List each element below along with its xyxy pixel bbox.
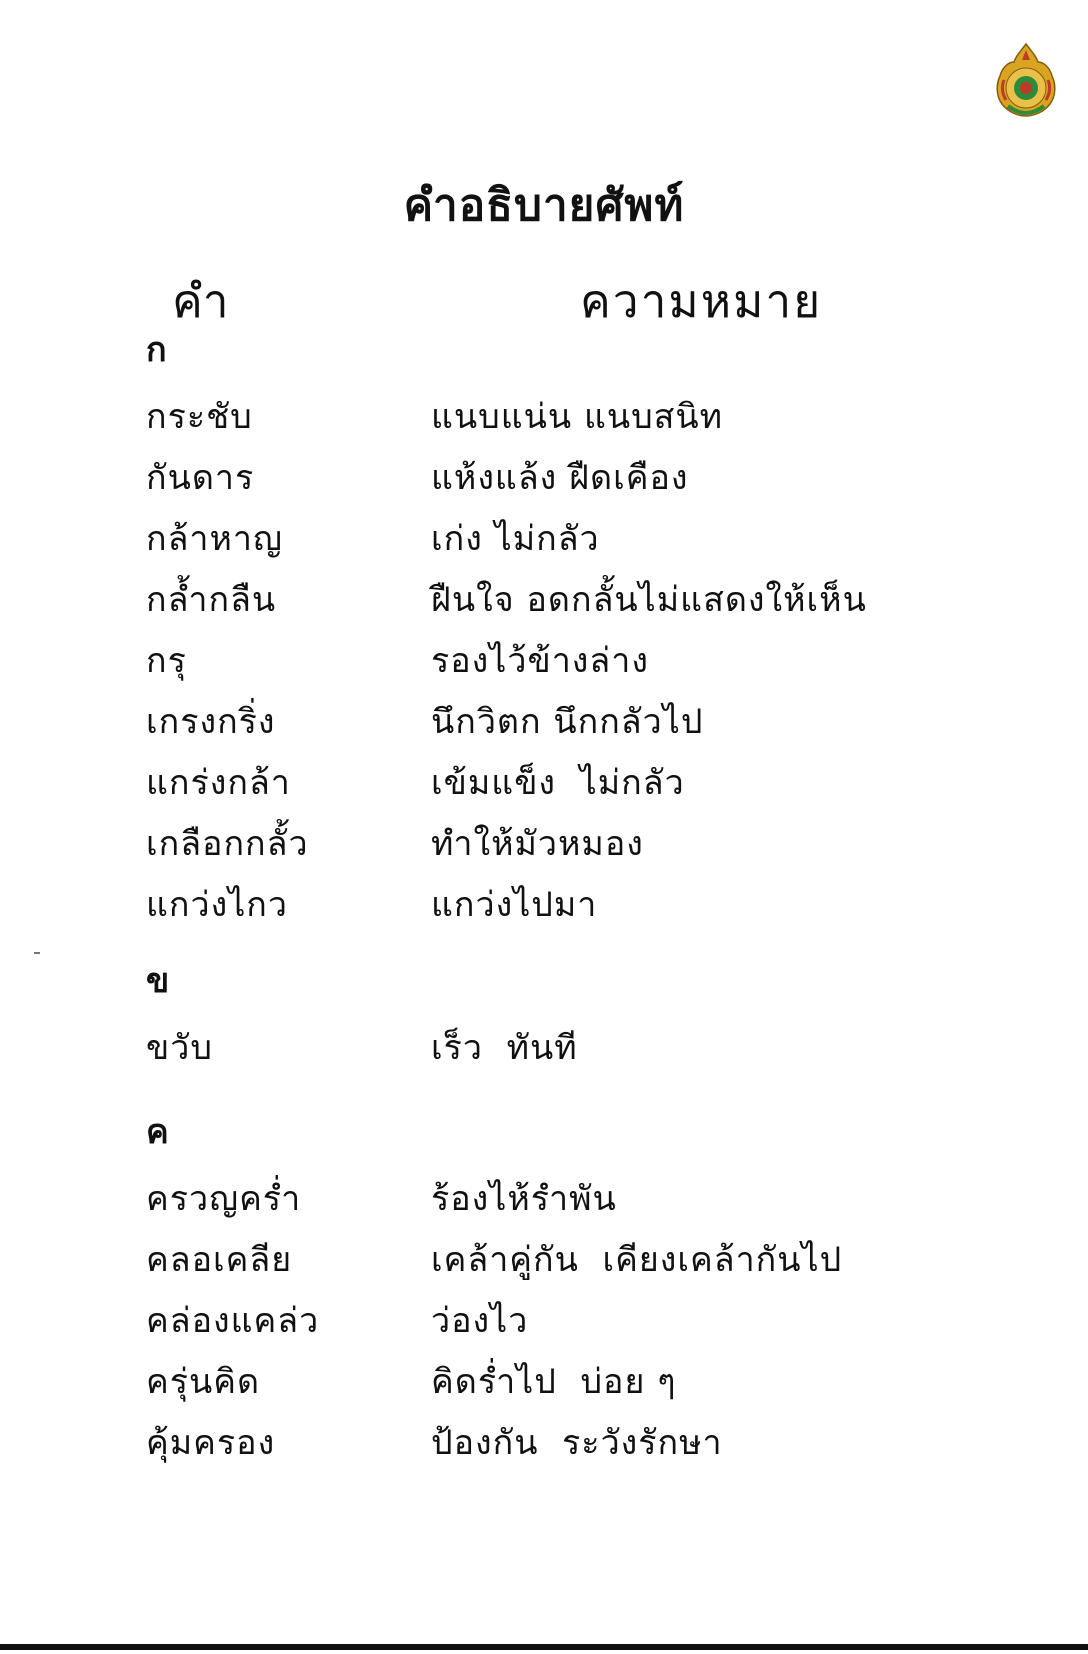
- glossary-row: [146, 1021, 1026, 1082]
- glossary-meaning: เคล้าคู่กัน เคียงเคล้ากันไป: [431, 1240, 843, 1280]
- glossary-term: เกลือกกลั้ว: [146, 824, 309, 864]
- scan-mark: [34, 952, 40, 954]
- glossary-term: ขวับ: [146, 1028, 213, 1068]
- glossary-term: กล้ำกลืน: [146, 580, 277, 620]
- section-gap: [146, 939, 1026, 961]
- glossary-meaning: ทำให้มัวหมอง: [431, 824, 644, 864]
- glossary-meaning: นึกวิตก นึกกลัวไป: [431, 702, 704, 742]
- glossary-row: [146, 1416, 1026, 1477]
- glossary-term: ครุ่นคิด: [146, 1362, 261, 1402]
- glossary-meaning: คิดร่ำไป บ่อย ๆ: [431, 1362, 677, 1402]
- glossary-row: [146, 756, 1026, 817]
- glossary-row: [146, 634, 1026, 695]
- glossary-meaning: ร้องไห้รำพัน: [431, 1179, 617, 1219]
- glossary-meaning: รองไว้ข้างล่าง: [431, 641, 649, 681]
- glossary-term: คล่องแคล่ว: [146, 1301, 320, 1341]
- glossary-row: [146, 695, 1026, 756]
- glossary-row: [146, 878, 1026, 939]
- glossary-term: กล้าหาญ: [146, 519, 283, 559]
- glossary-term: กระชับ: [146, 397, 253, 437]
- glossary-row: [146, 1233, 1026, 1294]
- glossary-meaning: เร็ว ทันที: [431, 1028, 578, 1068]
- glossary-term: กันดาร: [146, 458, 255, 498]
- glossary-row: [146, 451, 1026, 512]
- glossary-row: [146, 1294, 1026, 1355]
- glossary-term: คลอเคลีย: [146, 1240, 293, 1280]
- glossary-term: คุ้มครอง: [146, 1423, 276, 1463]
- glossary-list: [146, 330, 1026, 1477]
- glossary-term: แกร่งกล้า: [146, 763, 291, 803]
- glossary-term: เกรงกริ่ง: [146, 702, 276, 742]
- glossary-term: แกว่งไกว: [146, 885, 288, 925]
- section-letter: ค: [146, 1112, 169, 1152]
- glossary-meaning: ว่องไว: [431, 1301, 529, 1341]
- glossary-term: กรุ: [146, 641, 187, 681]
- section-gap: [146, 1082, 1026, 1112]
- glossary-meaning: แกว่งไปมา: [431, 885, 598, 925]
- glossary-row: [146, 390, 1026, 451]
- page-bottom-edge: [0, 1644, 1088, 1650]
- glossary-meaning: เข้มแข็ง ไม่กลัว: [431, 763, 685, 803]
- glossary-meaning: แนบแน่น แนบสนิท: [431, 397, 724, 437]
- school-emblem-icon: [990, 40, 1062, 120]
- page-title: คำอธิบายศัพท์: [403, 180, 685, 231]
- glossary-row: [146, 512, 1026, 573]
- section-letter: ก: [146, 330, 167, 370]
- section-letter: ข: [146, 961, 170, 1001]
- glossary-row: [146, 1172, 1026, 1233]
- glossary-meaning: ฝืนใจ อดกลั้นไม่แสดงให้เห็น: [431, 580, 867, 620]
- glossary-term: ครวญคร่ำ: [146, 1179, 302, 1219]
- glossary-meaning: แห้งแล้ง ฝืดเคือง: [431, 458, 689, 498]
- column-header-word: คำ: [172, 274, 231, 328]
- glossary-meaning: เก่ง ไม่กลัว: [431, 519, 600, 559]
- column-header-meaning: ความหมาย: [580, 274, 823, 328]
- glossary-meaning: ป้องกัน ระวังรักษา: [431, 1423, 723, 1463]
- glossary-row: [146, 573, 1026, 634]
- glossary-row: [146, 1355, 1026, 1416]
- glossary-row: [146, 817, 1026, 878]
